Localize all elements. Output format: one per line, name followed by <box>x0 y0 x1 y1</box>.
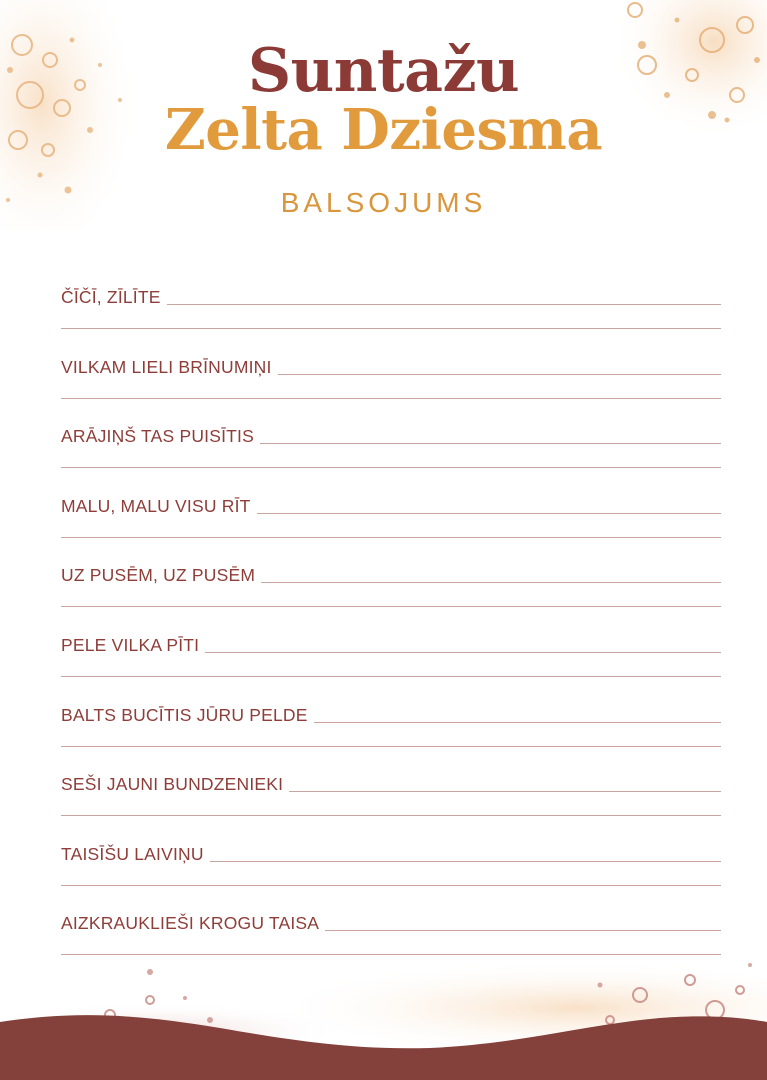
answer-line[interactable] <box>278 374 721 375</box>
answer-line[interactable] <box>257 513 721 514</box>
answer-line[interactable] <box>289 791 721 792</box>
song-label: BALTS BUCĪTIS JŪRU PELDE <box>61 704 308 725</box>
answer-line-second[interactable] <box>61 606 721 607</box>
song-label: AIZKRAUKLIEŠI KROGU TAISA <box>61 913 320 934</box>
subtitle-balsojums: BALSOJUMS <box>280 187 487 218</box>
answer-line-second[interactable] <box>61 467 721 468</box>
answer-line[interactable] <box>260 443 721 444</box>
song-label: MALU, MALU VISU RĪT <box>61 495 251 516</box>
song-row <box>61 771 721 841</box>
answer-line[interactable] <box>205 652 721 653</box>
song-label: UZ PUSĒM, UZ PUSĒM <box>61 565 256 586</box>
answer-line[interactable] <box>167 304 721 305</box>
title-line-1: Suntažu <box>247 36 520 106</box>
song-row <box>61 841 721 911</box>
bottom-wave-decoration <box>0 960 767 1080</box>
answer-line[interactable] <box>314 722 721 723</box>
song-list <box>61 284 721 980</box>
song-row <box>61 284 721 354</box>
song-row <box>61 632 721 702</box>
song-row <box>61 354 721 424</box>
answer-line-second[interactable] <box>61 537 721 538</box>
song-row <box>61 493 721 563</box>
answer-line-second[interactable] <box>61 746 721 747</box>
answer-line[interactable] <box>210 861 721 862</box>
song-label: PELE VILKA PĪTI <box>61 634 200 655</box>
answer-line-second[interactable] <box>61 954 721 955</box>
answer-line[interactable] <box>261 582 721 583</box>
answer-line-second[interactable] <box>61 885 721 886</box>
answer-line-second[interactable] <box>61 398 721 399</box>
title-line-2: Zelta Dziesma <box>164 97 603 163</box>
song-row <box>61 423 721 493</box>
song-row <box>61 702 721 772</box>
song-label: ARĀJIŅŠ TAS PUISĪTIS <box>61 426 254 447</box>
song-label: SEŠI JAUNI BUNDZENIEKI <box>61 774 284 795</box>
song-row <box>61 562 721 632</box>
song-label: VILKAM LIELI BRĪNUMIŅI <box>61 356 272 377</box>
answer-line-second[interactable] <box>61 815 721 816</box>
song-label: TAISĪŠU LAIVIŅU <box>61 843 204 864</box>
answer-line-second[interactable] <box>61 328 721 329</box>
answer-line[interactable] <box>325 930 721 931</box>
answer-line-second[interactable] <box>61 676 721 677</box>
song-label: ČĪČĪ, ZĪLĪTE <box>61 287 161 307</box>
